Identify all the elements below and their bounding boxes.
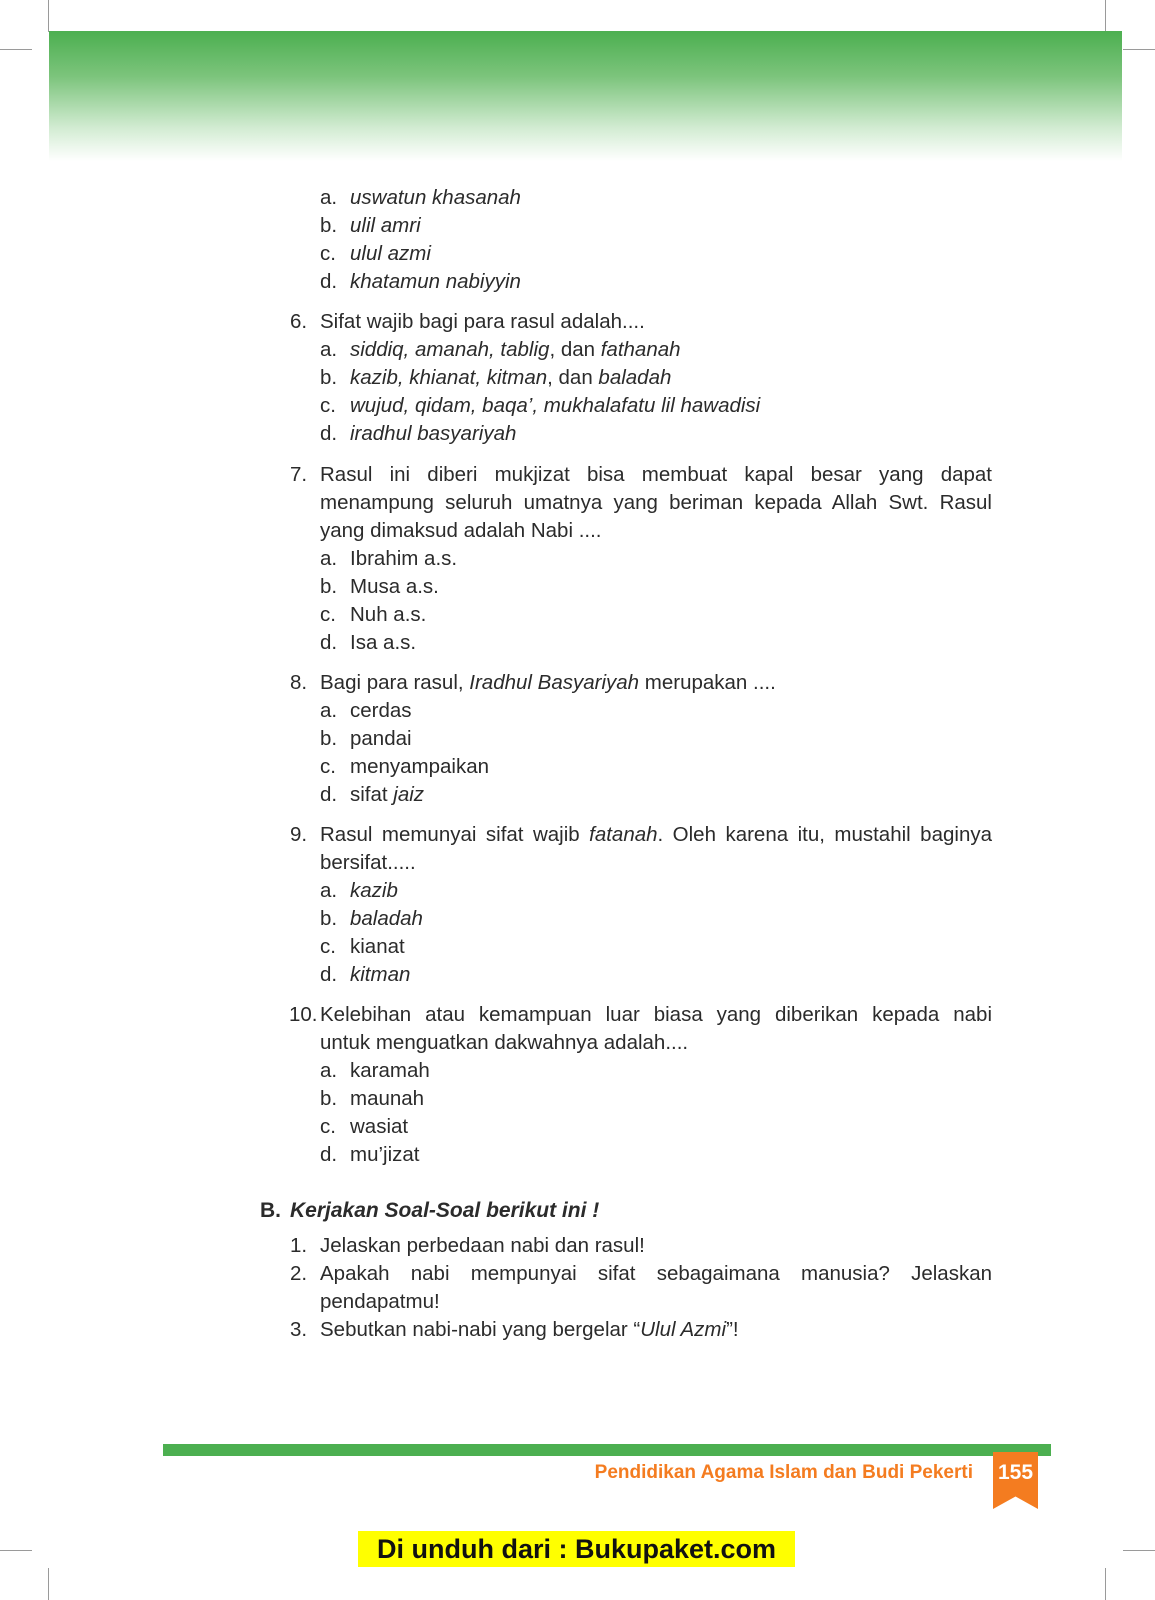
option-italic: siddiq, amanah, tablig xyxy=(350,338,550,361)
option-plain: , dan xyxy=(547,366,599,389)
footer-rule xyxy=(163,1444,1051,1456)
option-text xyxy=(350,337,681,363)
question-italic: Iradhul Basyariyah xyxy=(469,671,640,694)
option-letter: a. xyxy=(320,1059,338,1082)
question-text: Jelaskan perbedaan nabi dan rasul! xyxy=(320,1234,645,1257)
option-letter: a. xyxy=(320,186,338,209)
option-text: menyampaikan xyxy=(350,755,490,778)
question-text-line: yang dimaksud adalah Nabi .... xyxy=(320,519,602,542)
option-letter: c. xyxy=(320,394,336,417)
option-text: kazib xyxy=(350,879,398,902)
question-number: 9. xyxy=(290,823,308,846)
option-plain: sifat xyxy=(350,783,394,806)
option-text: wujud, qidam, baqa’, mukhalafatu lil hawadisi xyxy=(350,394,761,417)
option-text xyxy=(350,782,424,808)
question-plain: Sebutkan nabi-nabi yang bergelar “ xyxy=(320,1318,641,1341)
question-text-line: Apakah nabi mempunyai sifat sebagaimana manusia? Jelaskan xyxy=(320,1262,992,1285)
question-text: Sifat wajib bagi para rasul adalah.... xyxy=(320,310,645,333)
option-letter: c. xyxy=(320,603,336,626)
question-number: 10. xyxy=(289,1003,318,1026)
option-letter: a. xyxy=(320,338,338,361)
header-band xyxy=(49,31,1122,161)
question-plain: . Oleh karena itu, mustahil baginya xyxy=(657,823,992,846)
question-text-line: untuk menguatkan dakwahnya adalah.... xyxy=(320,1031,689,1054)
page-number: 155 xyxy=(997,1461,1034,1484)
section-title: Kerjakan Soal-Soal berikut ini ! xyxy=(290,1199,600,1222)
option-text: karamah xyxy=(350,1059,430,1082)
option-italic: jaiz xyxy=(393,783,425,806)
question-plain: Bagi para rasul, xyxy=(320,671,470,694)
option-letter: c. xyxy=(320,1115,336,1138)
question-number: 6. xyxy=(290,310,308,333)
question-text-line xyxy=(320,822,992,848)
option-letter: d. xyxy=(320,631,338,654)
option-letter: b. xyxy=(320,1087,338,1110)
question-plain: merupakan .... xyxy=(639,671,776,694)
question-text-line: pendapatmu! xyxy=(320,1290,440,1313)
question-text-line: Rasul ini diberi mukjizat bisa membuat kapal besar yang dapat xyxy=(320,463,992,486)
download-banner-text: Di unduh dari : Bukupaket.com xyxy=(376,1534,777,1564)
option-letter: d. xyxy=(320,963,338,986)
option-letter: b. xyxy=(320,214,338,237)
question-number: 1. xyxy=(290,1234,308,1257)
option-plain: , dan xyxy=(549,338,601,361)
option-letter: b. xyxy=(320,907,338,930)
option-letter: d. xyxy=(320,422,338,445)
question-number: 2. xyxy=(290,1262,308,1285)
question-plain: ”! xyxy=(726,1318,739,1341)
question-text xyxy=(320,1317,739,1343)
option-letter: a. xyxy=(320,699,338,722)
option-text: cerdas xyxy=(350,699,412,722)
crop-mark xyxy=(48,1568,49,1600)
question-text-line: bersifat..... xyxy=(320,851,416,874)
crop-mark xyxy=(1123,1550,1155,1551)
question-number: 3. xyxy=(290,1318,308,1341)
crop-mark xyxy=(0,1550,32,1551)
crop-mark xyxy=(1123,49,1155,50)
option-text: Musa a.s. xyxy=(350,575,439,598)
option-letter: c. xyxy=(320,242,336,265)
crop-mark xyxy=(0,49,32,50)
option-letter: d. xyxy=(320,1143,338,1166)
option-text: khatamun nabiyyin xyxy=(350,270,521,293)
option-text: Nuh a.s. xyxy=(350,603,427,626)
option-italic: fathanah xyxy=(600,338,681,361)
option-text: kianat xyxy=(350,935,405,958)
option-text: ulil amri xyxy=(350,214,421,237)
section-label: B. xyxy=(260,1199,281,1222)
option-text: ulul azmi xyxy=(350,242,431,265)
option-text: kitman xyxy=(350,963,411,986)
option-text xyxy=(350,365,671,391)
option-letter: a. xyxy=(320,879,338,902)
option-text: uswatun khasanah xyxy=(350,186,521,209)
option-letter: d. xyxy=(320,783,338,806)
option-letter: d. xyxy=(320,270,338,293)
crop-mark xyxy=(1105,1568,1106,1600)
option-letter: b. xyxy=(320,366,338,389)
option-text: Ibrahim a.s. xyxy=(350,547,458,570)
question-text-line: menampung seluruh umatnya yang beriman kepada Allah Swt. Rasul xyxy=(320,491,992,514)
option-text: Isa a.s. xyxy=(350,631,417,654)
book-title: Pendidikan Agama Islam dan Budi Pekerti xyxy=(594,1462,973,1483)
option-letter: b. xyxy=(320,727,338,750)
crop-mark xyxy=(48,0,49,32)
option-letter: c. xyxy=(320,755,336,778)
option-letter: b. xyxy=(320,575,338,598)
question-italic: Ulul Azmi xyxy=(640,1318,727,1341)
option-text: pandai xyxy=(350,727,412,750)
question-text xyxy=(320,670,776,696)
option-italic: kazib, khianat, kitman xyxy=(350,366,548,389)
option-text: mu’jizat xyxy=(350,1143,420,1166)
option-text: baladah xyxy=(350,907,423,930)
question-italic: fatanah xyxy=(589,823,658,846)
option-text: iradhul basyariyah xyxy=(350,422,517,445)
question-text-line: Kelebihan atau kemampuan luar biasa yang diberikan kepada nabi xyxy=(320,1003,992,1026)
question-number: 7. xyxy=(290,463,308,486)
option-text: maunah xyxy=(350,1087,425,1110)
option-letter: a. xyxy=(320,547,338,570)
crop-mark xyxy=(1105,0,1106,32)
option-letter: c. xyxy=(320,935,336,958)
question-number: 8. xyxy=(290,671,308,694)
option-italic: baladah xyxy=(598,366,672,389)
option-text: wasiat xyxy=(350,1115,409,1138)
question-plain: Rasul memunyai sifat wajib xyxy=(320,823,590,846)
